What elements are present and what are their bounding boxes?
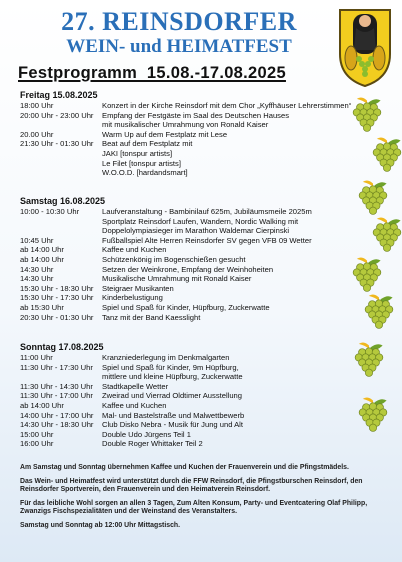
schedule-row — [20, 207, 360, 217]
schedule-description: Empfang der Festgäste im Saal des Deutschen Hauses — [102, 110, 289, 120]
schedule-description: Kaffee und Kuchen — [102, 400, 167, 410]
schedule-time: 20.00 Uhr — [20, 129, 54, 139]
schedule-time: 14:30 Uhr - 18:30 Uhr — [20, 420, 94, 430]
schedule-time: 21:30 Uhr - 01:30 Uhr — [20, 139, 94, 149]
schedule-row — [20, 139, 360, 149]
schedule-time — [20, 226, 102, 236]
schedule-time: 11:30 Uhr - 14:30 Uhr — [20, 381, 93, 391]
schedule-row — [20, 430, 360, 440]
schedule-time: 11:30 Uhr - 17:00 Uhr — [20, 391, 93, 401]
schedule-description: Steigraer Musikanten — [102, 283, 174, 293]
schedule-description: Beat auf dem Festplatz mit — [102, 139, 193, 149]
schedule-row — [20, 101, 360, 111]
grape-bunch-icon — [362, 292, 396, 332]
note: Für das leibliche Wohl sorgen an allen 3 Tagen, Zum Alten Konsum, Party- und Eventcatering Olaf Philipp, Zwanzigs Fischspezialitäten und der Weinstand des Veranstalters. — [20, 499, 368, 516]
schedule-time: 10:00 - 10:30 Uhr — [20, 207, 80, 216]
schedule-row — [20, 226, 360, 236]
schedule-description: Zweirad und Vierrad Oldtimer Ausstellung — [102, 391, 242, 401]
schedule-description: Konzert in der Kirche Reinsdorf mit dem Chor „Kyffhäuser Lehrerstimmen“ — [102, 101, 352, 110]
schedule-time: 10:45 Uhr — [20, 235, 54, 245]
schedule-description: Warm Up auf dem Festplatz mit Lese — [102, 129, 228, 139]
schedule-row — [20, 411, 360, 421]
schedule-description: Doppelolympiasieger im Marathon Waldemar Cierpinski — [102, 226, 290, 236]
note: Am Samstag und Sonntag übernehmen Kaffee und Kuchen der Frauenverein und die Pfingstmädels. — [20, 464, 349, 471]
notes — [20, 464, 380, 536]
grape-bunch-icon — [350, 95, 384, 135]
schedule-description: Laufveranstaltung - Bambinilauf 625m, Jubiläumsmeile 2025m — [102, 207, 312, 216]
schedule-row — [20, 293, 360, 303]
day-title: Samstag 16.08.2025 — [20, 196, 106, 206]
schedule-row — [20, 363, 360, 373]
schedule-row — [20, 284, 360, 294]
grape-bunch-icon — [350, 255, 384, 295]
schedule-row — [20, 130, 360, 140]
schedule-description: mit musikalischer Umrahmung von Ronald Kaiser — [102, 120, 269, 130]
festival-title: 27. REINSDORFER — [61, 7, 297, 36]
note: Samstag und Sonntag ab 12:00 Uhr Mittagstisch. — [20, 521, 181, 529]
header — [0, 0, 402, 90]
schedule-time: 11:30 Uhr - 17:30 Uhr — [20, 362, 93, 372]
festival-subtitle: WEIN- und HEIMATFEST — [66, 36, 292, 57]
schedule-description: Sportplatz Reinsdorf Laufen, Wandern, Nordic Walking mit — [102, 216, 299, 226]
schedule-time: ab 14:00 Uhr — [20, 254, 64, 264]
schedule-description: Double Roger Whittaker Teil 2 — [102, 439, 203, 449]
schedule-description: JAKI [tonspur artists] — [102, 148, 173, 158]
schedule-row — [20, 274, 360, 284]
day-friday — [20, 90, 360, 178]
schedule-description: Double Udo Jürgens Teil 1 — [102, 429, 191, 439]
schedule-row — [20, 401, 360, 411]
schedule-description: Club Disko Nebra - Musik für Jung und Alt — [102, 420, 243, 430]
grape-bunch-icon — [370, 135, 402, 175]
schedule-description: Tanz mit der Band Kaesslight — [102, 312, 201, 322]
schedule-time — [20, 120, 102, 130]
schedule-description: Stadtkapelle Wetter — [102, 381, 169, 391]
schedule-time: ab 14:00 Uhr — [20, 400, 64, 410]
grape-bunch-icon — [352, 340, 386, 380]
grape-bunch-icon — [370, 215, 402, 255]
schedule-time — [20, 149, 102, 159]
schedule-row — [20, 313, 360, 323]
town-crest-icon — [336, 6, 394, 88]
schedule-row — [20, 149, 360, 159]
grape-bunch-icon — [356, 178, 390, 218]
schedule-row — [20, 111, 360, 121]
schedule-time: 15:30 Uhr - 18:30 Uhr — [20, 283, 94, 293]
schedule-time: 15:30 Uhr - 17:30 Uhr — [20, 293, 94, 303]
day-title: Freitag 15.08.2025 — [20, 90, 98, 100]
day-sunday — [20, 342, 360, 449]
schedule-time: ab 15:30 Uhr — [20, 302, 64, 312]
day-title: Sonntag 17.08.2025 — [20, 342, 104, 352]
schedule-description: Spiel und Spaß für Kinder, 9m Hüpfburg, — [102, 362, 239, 372]
schedule-time — [20, 217, 102, 227]
schedule-row — [20, 168, 360, 178]
schedule-description: Kranzniederlegung im Denkmalgarten — [102, 353, 230, 362]
schedule-row — [20, 245, 360, 255]
schedule-description: Spiel und Spaß für Kinder, Hüpfburg, Zuckerwatte — [102, 302, 270, 312]
schedule-time: 18:00 Uhr — [20, 101, 54, 110]
schedule-description: mittlere und kleine Hüpfburg, Zuckerwatte — [102, 372, 243, 382]
schedule-time: 15:00 Uhr — [20, 429, 54, 439]
schedule-row — [20, 372, 360, 382]
schedule-row — [20, 217, 360, 227]
schedule-time: 20:30 Uhr - 01:30 Uhr — [20, 312, 94, 322]
schedule-description: Setzen der Weinkrone, Empfang der Weinhoheiten — [102, 264, 274, 274]
schedule-row — [20, 391, 360, 401]
schedule-time: 14:00 Uhr - 17:00 Uhr — [20, 410, 94, 420]
schedule-description: W.O.O.D. [hardandsmart] — [102, 168, 188, 178]
schedule-row — [20, 439, 360, 449]
schedule-time: 11:00 Uhr — [20, 353, 53, 362]
schedule-description: Fußballspiel Alte Herren Reinsdorfer SV gegen VFB 09 Wetter — [102, 235, 312, 245]
schedule-row — [20, 382, 360, 392]
note: Das Wein- und Heimatfest wird unterstützt durch die FFW Reinsdorf, die Pfingstburschen Reinsdorf, den Reinsdorfer Sportverein, den Frauenverein und den Heimatverein Reinsdorf. — [20, 477, 363, 494]
day-saturday — [20, 196, 360, 322]
program-title: Festprogramm 15.08.-17.08.2025 — [18, 64, 286, 82]
schedule-time: 14:30 Uhr — [20, 264, 54, 274]
schedule-row — [20, 303, 360, 313]
schedule-time: 20:00 Uhr - 23:00 Uhr — [20, 110, 94, 120]
schedule-time — [20, 159, 102, 169]
schedule-time: 16:00 Uhr — [20, 439, 54, 449]
schedule-description: Kaffee und Kuchen — [102, 245, 167, 255]
schedule-row — [20, 236, 360, 246]
schedule-row — [20, 265, 360, 275]
schedule-description: Mal- und Bastelstraße und Malwettbewerb — [102, 410, 245, 420]
schedule-row — [20, 255, 360, 265]
schedule-time: ab 14:00 Uhr — [20, 245, 64, 255]
schedule-time — [20, 168, 102, 178]
schedule-time — [20, 372, 102, 382]
schedule-row — [20, 120, 360, 130]
schedule-description: Musikalische Umrahmung mit Ronald Kaiser — [102, 274, 252, 284]
schedule-row — [20, 420, 360, 430]
schedule-description: Kinderbelustigung — [102, 293, 163, 303]
schedule-time: 14:30 Uhr — [20, 274, 54, 284]
schedule-description: Le Filet [tonspur artists] — [102, 158, 181, 168]
grape-bunch-icon — [356, 395, 390, 435]
schedule-row — [20, 159, 360, 169]
schedule-description: Schützenkönig im Bogenschießen gesucht — [102, 254, 246, 264]
schedule-row — [20, 353, 360, 363]
